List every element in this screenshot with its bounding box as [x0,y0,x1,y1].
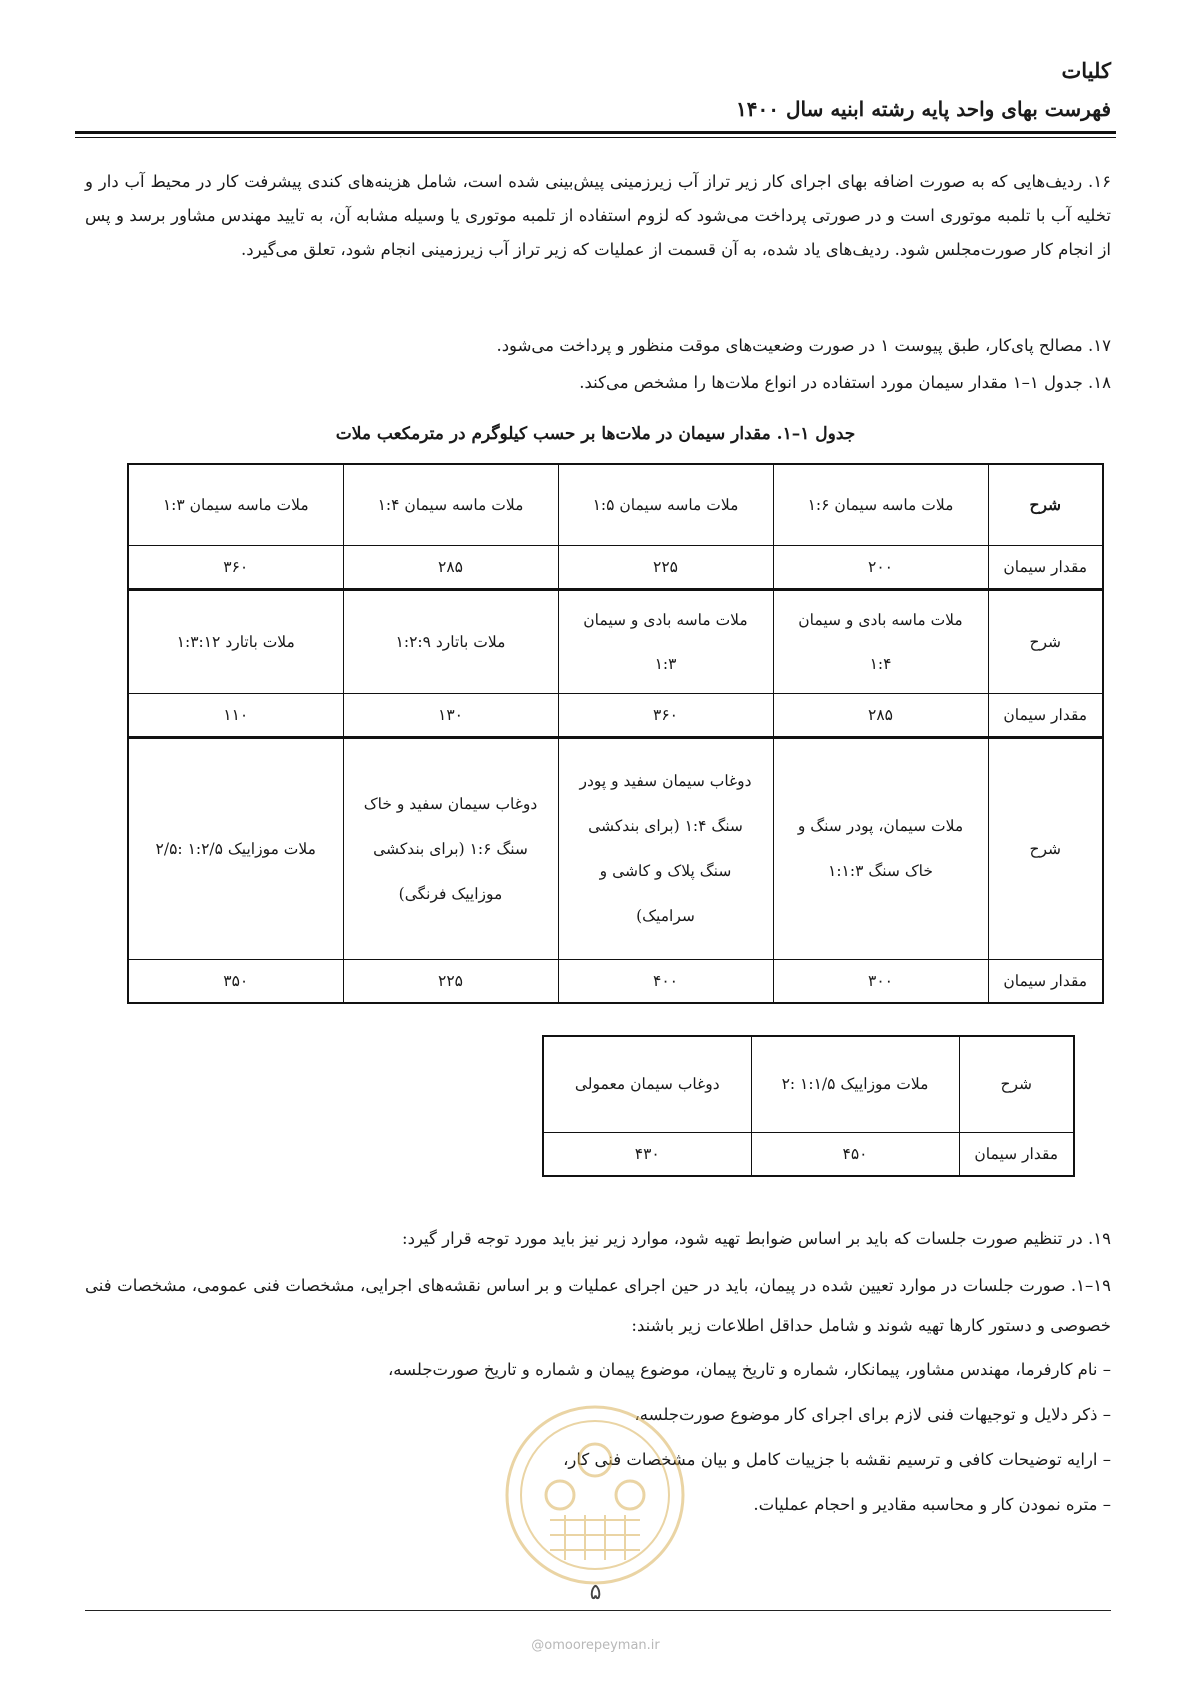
paragraph-17: ۱۷. مصالح پای‌کار، طبق پیوست ۱ در صورت وضعیت‌های موقت منظور و پرداخت می‌شود. [496,336,1111,355]
row-label-desc: شرح [959,1036,1074,1132]
table-cell: ۱۱۰ [128,694,343,738]
table-cell: ملات ماسه سیمان ۱:۵ [558,464,773,546]
row-label-cement: مقدار سیمان [988,694,1103,738]
table-cell: ملات موزاییک ۱:۱/۵ :۲ [751,1036,959,1132]
table-cell: دوغاب سیمان سفید و خاک سنگ ۱:۶ (برای بندکشی موزاییک فرنگی) [343,738,558,960]
list-item: – ارایه توضیحات کافی و ترسیم نقشه با جزییات کامل و بیان مشخصات فنی کار، [563,1450,1111,1469]
table-cell: ملات موزاییک ۱:۲/۵ :۲/۵ [128,738,343,960]
table-cell: ملات باتارد ۱:۲:۹ [343,590,558,694]
watermark-seal-icon [500,1400,690,1590]
table-cell: دوغاب سیمان معمولی [543,1036,751,1132]
table-row [543,1132,1074,1176]
paragraph-18: ۱۸. جدول ۱–۱ مقدار سیمان مورد استفاده در انواع ملات‌ها را مشخص می‌کند. [579,373,1111,392]
list-item: – متره نمودن کار و محاسبه مقادیر و احجام عملیات. [753,1495,1111,1514]
document-subtitle: فهرست بهای واحد پایه رشته ابنیه سال ۱۴۰۰ [736,97,1111,121]
table-cell: ۲۸۵ [343,546,558,590]
header-rule-thin [75,137,1116,138]
table-cell: ۳۶۰ [558,694,773,738]
table-row [128,546,1103,590]
row-label-desc: شرح [988,464,1103,546]
row-label-desc: شرح [988,590,1103,694]
table-row [128,960,1103,1004]
list-item: – نام کارفرما، مهندس مشاور، پیمانکار، شماره و تاریخ پیمان، موضوع پیمان و شماره و تاریخ صورت‌جلسه، [387,1360,1111,1379]
row-label-cement: مقدار سیمان [988,960,1103,1004]
table-cell: ملات ماسه سیمان ۱:۶ [773,464,988,546]
table-cell: ۳۰۰ [773,960,988,1004]
table-cell: ملات ماسه سیمان ۱:۴ [343,464,558,546]
table-cell: ۴۳۰ [543,1132,751,1176]
table-caption: جدول ۱–۱. مقدار سیمان در ملات‌ها بر حسب کیلوگرم در مترمکعب ملات [335,424,856,444]
footer-rule [85,1610,1111,1611]
list-item: – ذکر دلایل و توجیهات فنی لازم برای اجرای کار موضوع صورت‌جلسه، [634,1405,1111,1424]
table-cell: ۲۲۵ [343,960,558,1004]
table-cell: ملات سیمان، پودر سنگ و خاک سنگ ۱:۱:۳ [773,738,988,960]
row-label-desc: شرح [988,738,1103,960]
chapter-title: کلیات [1061,58,1111,83]
cement-table [127,463,1104,1004]
page-number: ۵ [589,1580,602,1605]
table-cell: ۳۵۰ [128,960,343,1004]
paragraph-19-1: ۱۹–۱. صورت جلسات در موارد تعیین شده در پیمان، باید در حین اجرای عملیات و بر اساس نقشه‌های اجرایی، مشخصات فنی عمومی، مشخصات فنی خصوصی و دستور کارها تهیه شوند و شامل حداقل اطلاعات زیر باشند: [85,1276,1111,1335]
table-cell: ملات ماسه سیمان ۱:۳ [128,464,343,546]
table-row [128,738,1103,960]
table-cell: ۲۲۵ [558,546,773,590]
table-cell: ملات ماسه بادی و سیمان ۱:۴ [773,590,988,694]
row-label-cement: مقدار سیمان [988,546,1103,590]
table-row [128,590,1103,694]
table-cell: ملات باتارد ۱:۳:۱۲ [128,590,343,694]
table-cell: ۴۵۰ [751,1132,959,1176]
table-cell: ملات ماسه بادی و سیمان ۱:۳ [558,590,773,694]
footer-url: @omoorepeyman.ir [531,1638,660,1653]
table-row [543,1036,1074,1132]
table-cell: دوغاب سیمان سفید و پودر سنگ ۱:۴ (برای بندکشی سنگ پلاک و کاشی و سرامیک) [558,738,773,960]
table-cell: ۴۰۰ [558,960,773,1004]
paragraph-16: ۱۶. ردیف‌هایی که به صورت اضافه بهای اجرای کار زیر تراز آب زیرزمینی پیش‌بینی شده است، شامل هزینه‌های کندی پیشرفت کار در محیط آب دار و تخلیه آب با تلمبه موتوری است و در صورتی پرداخت می‌شود که لزوم استفاده از تلمبه موتوری یا وسیله مشابه آن، به تایید مهندس مشاور برسد و پس از انجام کار صورت‌مجلس شود. ردیف‌های یاد شده، به آن قسمت از عملیات که زیر تراز آب زیرزمینی انجام شود، تعلق می‌گیرد. [85,172,1111,259]
table-cell: ۳۶۰ [128,546,343,590]
header-rule-thick [75,131,1116,134]
table-cell: ۱۳۰ [343,694,558,738]
paragraph-19: ۱۹. در تنظیم صورت جلسات که باید بر اساس ضوابط تهیه شود، موارد زیر نیز باید مورد توجه قرار گیرد: [402,1229,1111,1248]
row-label-cement: مقدار سیمان [959,1132,1074,1176]
table-cell: ۲۸۵ [773,694,988,738]
cement-table-continued [542,1035,1075,1177]
table-cell: ۲۰۰ [773,546,988,590]
table-row [128,464,1103,546]
table-row [128,694,1103,738]
